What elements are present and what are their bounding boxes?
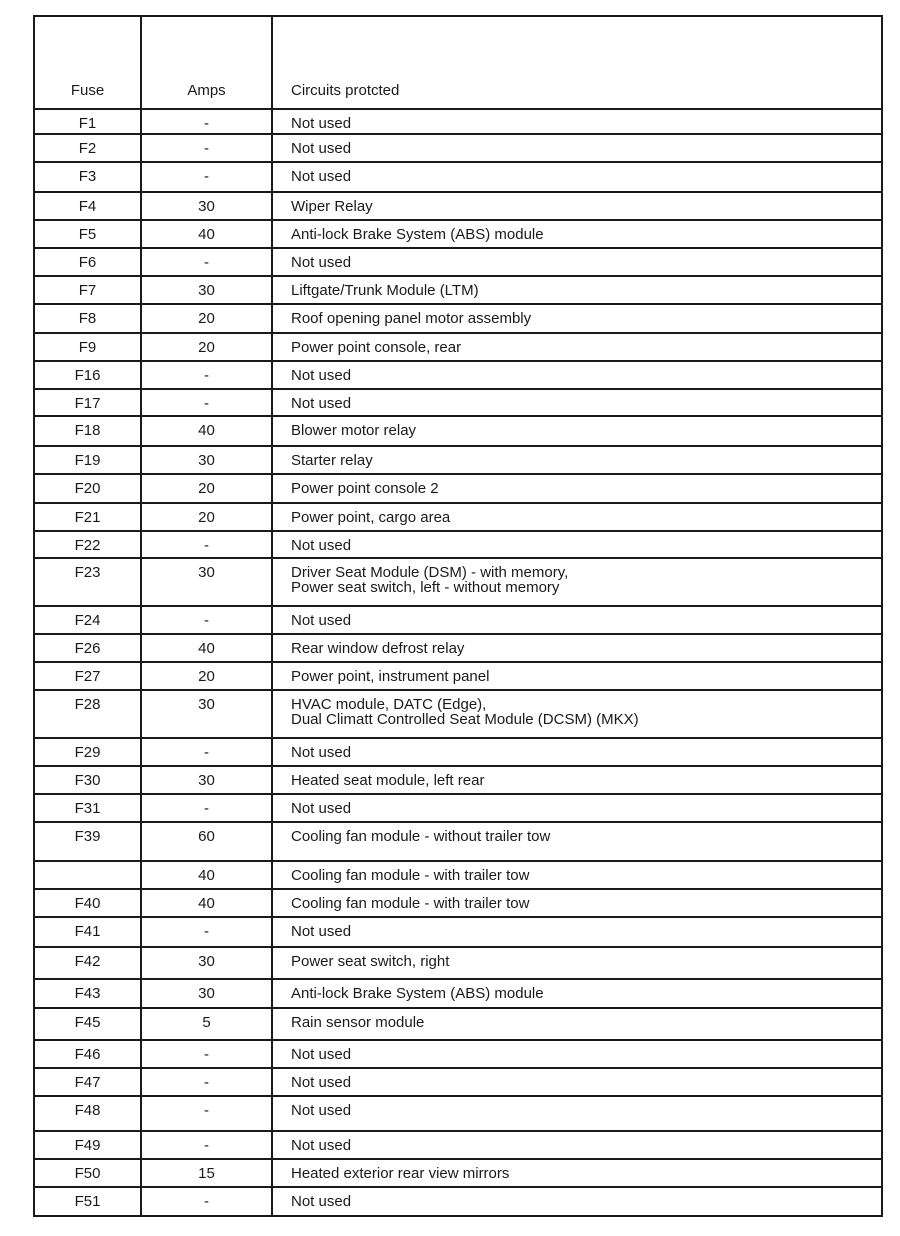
circuit-line: Not used	[291, 1102, 352, 1119]
circuit-line: Not used	[291, 923, 352, 940]
fuse-cell: F8	[34, 304, 141, 333]
amps-cell: -	[141, 1187, 272, 1216]
amps-cell: 30	[141, 276, 272, 304]
circuit-line: Rear window defrost relay	[291, 640, 465, 657]
header-circuits: Circuits protcted	[272, 16, 882, 109]
table-row	[34, 503, 882, 531]
table-row	[34, 662, 882, 690]
amps-cell: 40	[141, 634, 272, 662]
circuit-line: Cooling fan module - with trailer tow	[291, 895, 530, 912]
circuit-line: Heated seat module, left rear	[291, 772, 485, 789]
amps-cell: 30	[141, 947, 272, 979]
circuit-line: Not used	[291, 1193, 352, 1210]
circuit-line: Cooling fan module - without trailer tow	[291, 828, 551, 845]
amps-cell: 60	[141, 822, 272, 861]
table-row	[34, 558, 882, 606]
fuse-cell: F31	[34, 794, 141, 822]
table-row	[34, 1131, 882, 1159]
circuits-cell	[272, 822, 882, 861]
amps-cell: 30	[141, 979, 272, 1008]
amps-cell: 30	[141, 558, 272, 606]
table-row	[34, 474, 882, 503]
circuits-cell	[272, 1068, 882, 1096]
table-row	[34, 889, 882, 917]
fuse-cell: F6	[34, 248, 141, 276]
circuits-cell	[272, 1131, 882, 1159]
amps-cell: -	[141, 389, 272, 416]
table-row	[34, 416, 882, 446]
amps-cell: 30	[141, 446, 272, 474]
fuse-cell: F20	[34, 474, 141, 503]
fuse-cell: F3	[34, 162, 141, 192]
circuit-line: Power seat switch, right	[291, 953, 450, 970]
fuse-cell: F50	[34, 1159, 141, 1187]
circuits-cell	[272, 192, 882, 220]
circuits-cell	[272, 531, 882, 558]
amps-cell: 40	[141, 416, 272, 446]
table-row	[34, 361, 882, 389]
fuse-cell: F39	[34, 822, 141, 861]
table-row	[34, 794, 882, 822]
amps-cell: -	[141, 361, 272, 389]
fuse-cell: F42	[34, 947, 141, 979]
circuits-cell	[272, 109, 882, 134]
fuse-cell: F41	[34, 917, 141, 947]
circuits-cell	[272, 1008, 882, 1040]
circuit-line: Rain sensor module	[291, 1014, 425, 1031]
amps-cell: 40	[141, 861, 272, 889]
amps-cell: -	[141, 248, 272, 276]
table-row	[34, 634, 882, 662]
fuse-cell: F29	[34, 738, 141, 766]
table-row	[34, 690, 882, 738]
fuse-cell: F51	[34, 1187, 141, 1216]
amps-cell: 30	[141, 192, 272, 220]
circuit-line: Not used	[291, 395, 352, 412]
amps-cell: 30	[141, 690, 272, 738]
table-row	[34, 766, 882, 794]
circuits-cell	[272, 558, 882, 606]
circuit-line: Not used	[291, 254, 352, 271]
circuit-line: Anti-lock Brake System (ABS) module	[291, 226, 544, 243]
circuits-cell	[272, 389, 882, 416]
table-row	[34, 389, 882, 416]
fuse-cell: F21	[34, 503, 141, 531]
fuse-cell: F43	[34, 979, 141, 1008]
table-row	[34, 531, 882, 558]
amps-cell: 5	[141, 1008, 272, 1040]
circuit-line: Not used	[291, 140, 352, 157]
table-row	[34, 192, 882, 220]
fuse-cell: F22	[34, 531, 141, 558]
circuits-cell	[272, 304, 882, 333]
circuits-cell	[272, 1187, 882, 1216]
circuit-line: Anti-lock Brake System (ABS) module	[291, 985, 544, 1002]
circuits-cell	[272, 738, 882, 766]
fuse-cell: F19	[34, 446, 141, 474]
fuse-cell: F9	[34, 333, 141, 361]
circuits-cell	[272, 162, 882, 192]
amps-cell: 20	[141, 333, 272, 361]
table-row	[34, 134, 882, 162]
table-row	[34, 220, 882, 248]
header-amps: Amps	[141, 16, 272, 109]
circuits-cell	[272, 276, 882, 304]
circuit-line: Power point, instrument panel	[291, 668, 490, 685]
fuse-cell: F17	[34, 389, 141, 416]
fuse-cell: F47	[34, 1068, 141, 1096]
amps-cell: -	[141, 606, 272, 634]
circuit-line: Not used	[291, 1137, 352, 1154]
circuits-cell	[272, 503, 882, 531]
table-row	[34, 446, 882, 474]
amps-cell: -	[141, 1040, 272, 1068]
circuit-line: Power point, cargo area	[291, 509, 451, 526]
amps-cell: 30	[141, 766, 272, 794]
amps-cell: -	[141, 794, 272, 822]
circuits-cell	[272, 917, 882, 947]
circuit-line: Blower motor relay	[291, 422, 417, 439]
fuse-cell	[34, 861, 141, 889]
circuits-cell	[272, 947, 882, 979]
circuit-line: Power point console 2	[291, 480, 439, 497]
circuits-cell	[272, 220, 882, 248]
fuse-cell: F27	[34, 662, 141, 690]
circuits-cell	[272, 606, 882, 634]
circuit-line: Liftgate/Trunk Module (LTM)	[291, 282, 479, 299]
circuit-line: Not used	[291, 537, 352, 554]
circuit-line: Dual Climatt Controlled Seat Module (DCSM) (MKX)	[291, 711, 639, 728]
table-row	[34, 248, 882, 276]
circuit-line: Not used	[291, 115, 352, 132]
fuse-cell: F2	[34, 134, 141, 162]
table-row	[34, 1159, 882, 1187]
fuse-cell: F48	[34, 1096, 141, 1131]
amps-cell: -	[141, 1068, 272, 1096]
circuit-line: Not used	[291, 168, 352, 185]
fuse-cell: F23	[34, 558, 141, 606]
fuse-cell: F26	[34, 634, 141, 662]
circuit-line: Wiper Relay	[291, 198, 373, 215]
table-row	[34, 1068, 882, 1096]
fuse-cell: F24	[34, 606, 141, 634]
amps-cell: -	[141, 917, 272, 947]
fuse-cell: F46	[34, 1040, 141, 1068]
circuits-cell	[272, 1096, 882, 1131]
fuse-cell: F49	[34, 1131, 141, 1159]
table-row	[34, 304, 882, 333]
table-row	[34, 606, 882, 634]
circuits-cell	[272, 766, 882, 794]
circuits-cell	[272, 333, 882, 361]
circuit-line: Not used	[291, 744, 352, 761]
fuse-cell: F4	[34, 192, 141, 220]
table-row	[34, 917, 882, 947]
circuit-line: HVAC module, DATC (Edge),	[291, 696, 487, 713]
table-row	[34, 276, 882, 304]
amps-cell: 20	[141, 503, 272, 531]
header-row	[34, 16, 882, 109]
circuits-cell	[272, 794, 882, 822]
amps-cell: -	[141, 1131, 272, 1159]
fuse-cell: F18	[34, 416, 141, 446]
amps-cell: -	[141, 1096, 272, 1131]
amps-cell: -	[141, 162, 272, 192]
table-row	[34, 979, 882, 1008]
circuit-line: Not used	[291, 800, 352, 817]
circuits-cell	[272, 1159, 882, 1187]
table-row	[34, 1096, 882, 1131]
table-row	[34, 822, 882, 861]
circuits-cell	[272, 662, 882, 690]
fuse-cell: F45	[34, 1008, 141, 1040]
table-body	[34, 109, 882, 1216]
circuits-cell	[272, 416, 882, 446]
fuse-cell: F7	[34, 276, 141, 304]
circuits-cell	[272, 889, 882, 917]
table-row	[34, 1040, 882, 1068]
circuit-line: Power seat switch, left - without memory	[291, 579, 560, 596]
circuit-line: Heated exterior rear view mirrors	[291, 1165, 510, 1182]
circuit-line: Driver Seat Module (DSM) - with memory,	[291, 564, 569, 581]
table-row	[34, 738, 882, 766]
table-row	[34, 1187, 882, 1216]
circuits-cell	[272, 134, 882, 162]
fuse-cell: F1	[34, 109, 141, 134]
fuse-table	[33, 15, 883, 1217]
circuits-cell	[272, 1040, 882, 1068]
table-row	[34, 947, 882, 979]
circuits-cell	[272, 474, 882, 503]
amps-cell: 20	[141, 474, 272, 503]
circuit-line: Not used	[291, 1046, 352, 1063]
fuse-cell: F30	[34, 766, 141, 794]
circuit-line: Not used	[291, 612, 352, 629]
amps-cell: 20	[141, 304, 272, 333]
circuits-cell	[272, 979, 882, 1008]
circuit-line: Starter relay	[291, 452, 373, 469]
header-fuse: Fuse	[34, 16, 141, 109]
table-row	[34, 861, 882, 889]
circuit-line: Power point console, rear	[291, 339, 462, 356]
amps-cell: 15	[141, 1159, 272, 1187]
circuits-cell	[272, 690, 882, 738]
circuit-line: Roof opening panel motor assembly	[291, 310, 532, 327]
table-row	[34, 162, 882, 192]
circuits-cell	[272, 248, 882, 276]
amps-cell: -	[141, 134, 272, 162]
circuits-cell	[272, 634, 882, 662]
fuse-cell: F5	[34, 220, 141, 248]
fuse-cell: F28	[34, 690, 141, 738]
circuits-cell	[272, 446, 882, 474]
table-row	[34, 333, 882, 361]
circuit-line: Not used	[291, 1074, 352, 1091]
circuits-cell	[272, 361, 882, 389]
circuits-cell	[272, 861, 882, 889]
amps-cell: 20	[141, 662, 272, 690]
table-row	[34, 109, 882, 134]
circuit-line: Not used	[291, 367, 352, 384]
circuit-line: Cooling fan module - with trailer tow	[291, 867, 530, 884]
amps-cell: 40	[141, 220, 272, 248]
fuse-cell: F40	[34, 889, 141, 917]
fuse-cell: F16	[34, 361, 141, 389]
amps-cell: 40	[141, 889, 272, 917]
amps-cell: -	[141, 531, 272, 558]
amps-cell: -	[141, 109, 272, 134]
table-row	[34, 1008, 882, 1040]
amps-cell: -	[141, 738, 272, 766]
